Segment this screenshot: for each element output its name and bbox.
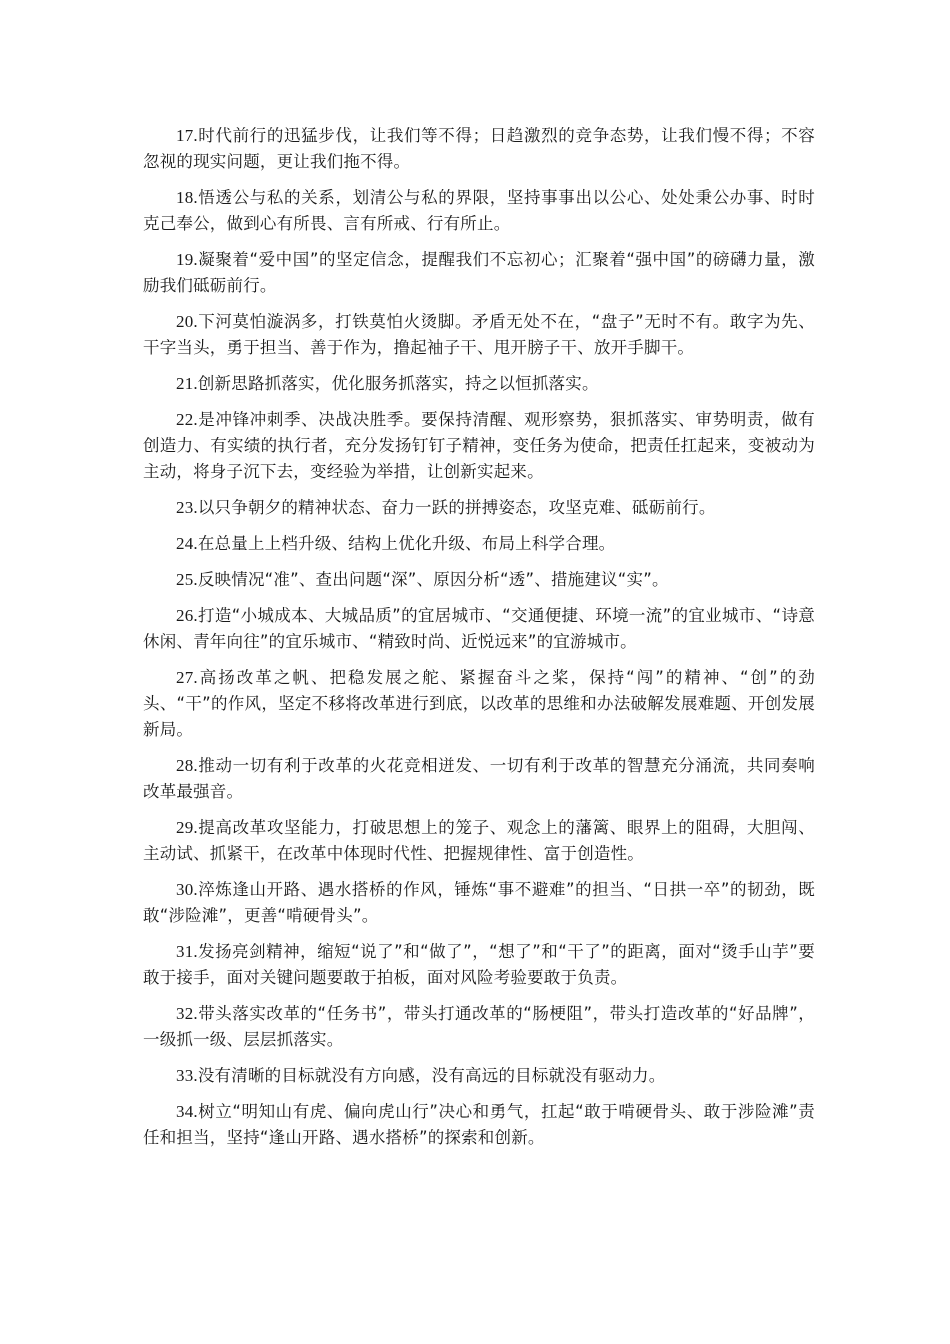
paragraph-21 bbox=[143, 371, 815, 397]
paragraph-22 bbox=[143, 407, 815, 485]
paragraph-number: 32. bbox=[176, 1004, 198, 1023]
paragraph-text: 在总量上上档升级、结构上优化升级、布局上科学合理。 bbox=[197, 534, 616, 553]
paragraph-number: 20. bbox=[176, 312, 198, 331]
paragraph-text: 推动一切有利于改革的火花竞相迸发、一切有利于改革的智慧充分涌流，共同奏响改革最强音。 bbox=[143, 756, 815, 801]
paragraph-20 bbox=[143, 309, 815, 361]
paragraph-text: 是冲锋冲刺季、决战决胜季。要保持清醒、观形察势，狠抓落实、审势明责，做有创造力、有实绩的执行者，充分发扬钉钉子精神，变任务为使命，把责任扛起来，变被动为主动，将身子沉下去，变经验为举措，让创新实起来。 bbox=[143, 410, 815, 481]
paragraph-number: 27. bbox=[176, 668, 198, 687]
paragraph-24 bbox=[143, 531, 815, 557]
paragraph-text: 创新思路抓落实，优化服务抓落实，持之以恒抓落实。 bbox=[197, 374, 599, 393]
paragraph-number: 21. bbox=[176, 374, 198, 393]
paragraph-text: 树立“明知山有虎、偏向虎山行”决心和勇气，扛起“敢于啃硬骨头、敢于涉险滩”责任和担当，坚持“逢山开路、遇水搭桥”的探索和创新。 bbox=[143, 1102, 815, 1147]
document-body bbox=[143, 123, 815, 1161]
paragraph-number: 29. bbox=[176, 818, 198, 837]
paragraph-text: 没有清晰的目标就没有方向感，没有高远的目标就没有驱动力。 bbox=[197, 1066, 666, 1085]
paragraph-number: 28. bbox=[176, 756, 198, 775]
paragraph-31 bbox=[143, 939, 815, 991]
paragraph-19 bbox=[143, 247, 815, 299]
paragraph-30 bbox=[143, 877, 815, 929]
paragraph-text: 带头落实改革的“任务书”，带头打通改革的“肠梗阻”，带头打造改革的“好品牌”，一级抓一级、层层抓落实。 bbox=[143, 1004, 815, 1049]
paragraph-text: 时代前行的迅猛步伐，让我们等不得；日趋激烈的竞争态势，让我们慢不得；不容忽视的现实问题，更让我们拖不得。 bbox=[143, 126, 815, 171]
paragraph-number: 17. bbox=[176, 126, 198, 145]
paragraph-number: 34. bbox=[176, 1102, 198, 1121]
paragraph-text: 反映情况“准”、查出问题“深”、原因分析“透”、措施建议“实”。 bbox=[197, 570, 669, 589]
paragraph-28 bbox=[143, 753, 815, 805]
paragraph-number: 19. bbox=[176, 250, 198, 269]
paragraph-number: 24. bbox=[176, 534, 198, 553]
paragraph-25 bbox=[143, 567, 815, 593]
paragraph-number: 23. bbox=[176, 498, 198, 517]
paragraph-number: 22. bbox=[176, 410, 198, 429]
paragraph-text: 悟透公与私的关系，划清公与私的界限，坚持事事出以公心、处处秉公办事、时时克己奉公，做到心有所畏、言有所戒、行有所止。 bbox=[143, 188, 815, 233]
paragraph-34 bbox=[143, 1099, 815, 1151]
paragraph-number: 18. bbox=[176, 188, 198, 207]
paragraph-29 bbox=[143, 815, 815, 867]
paragraph-27 bbox=[143, 665, 815, 743]
paragraph-number: 33. bbox=[176, 1066, 198, 1085]
paragraph-text: 下河莫怕漩涡多，打铁莫怕火烫脚。矛盾无处不在，“盘子”无时不有。敢字为先、干字当头，勇于担当、善于作为，撸起袖子干、甩开膀子干、放开手脚干。 bbox=[143, 312, 815, 357]
paragraph-text: 发扬亮剑精神，缩短“说了”和“做了”，“想了”和“干了”的距离，面对“烫手山芋”要敢于接手，面对关键问题要敢于拍板，面对风险考验要敢于负责。 bbox=[143, 942, 815, 987]
paragraph-text: 淬炼逢山开路、遇水搭桥的作风，锤炼“事不避难”的担当、“日拱一卒”的韧劲，既敢“涉险滩”，更善“啃硬骨头”。 bbox=[143, 880, 815, 925]
paragraph-26 bbox=[143, 603, 815, 655]
paragraph-17 bbox=[143, 123, 815, 175]
paragraph-23 bbox=[143, 495, 815, 521]
paragraph-text: 以只争朝夕的精神状态、奋力一跃的拼搏姿态，攻坚克难、砥砺前行。 bbox=[197, 498, 716, 517]
paragraph-number: 31. bbox=[176, 942, 198, 961]
paragraph-33 bbox=[143, 1063, 815, 1089]
paragraph-text: 凝聚着“爱中国”的坚定信念，提醒我们不忘初心；汇聚着“强中国”的磅礴力量，激励我们砥砺前行。 bbox=[143, 250, 815, 295]
paragraph-number: 25. bbox=[176, 570, 198, 589]
paragraph-number: 30. bbox=[176, 880, 198, 899]
paragraph-text: 提高改革攻坚能力，打破思想上的笼子、观念上的藩篱、眼界上的阻碍，大胆闯、主动试、抓紧干，在改革中体现时代性、把握规律性、富于创造性。 bbox=[143, 818, 815, 863]
paragraph-32 bbox=[143, 1001, 815, 1053]
paragraph-text: 高扬改革之帆、把稳发展之舵、紧握奋斗之桨，保持“闯”的精神、“创”的劲头、“干”的作风，坚定不移将改革进行到底，以改革的思维和办法破解发展难题、开创发展新局。 bbox=[143, 668, 815, 739]
paragraph-18 bbox=[143, 185, 815, 237]
paragraph-number: 26. bbox=[176, 606, 198, 625]
paragraph-text: 打造“小城成本、大城品质”的宜居城市、“交通便捷、环境一流”的宜业城市、“诗意休闲、青年向往”的宜乐城市、“精致时尚、近悦远来”的宜游城市。 bbox=[143, 606, 815, 651]
